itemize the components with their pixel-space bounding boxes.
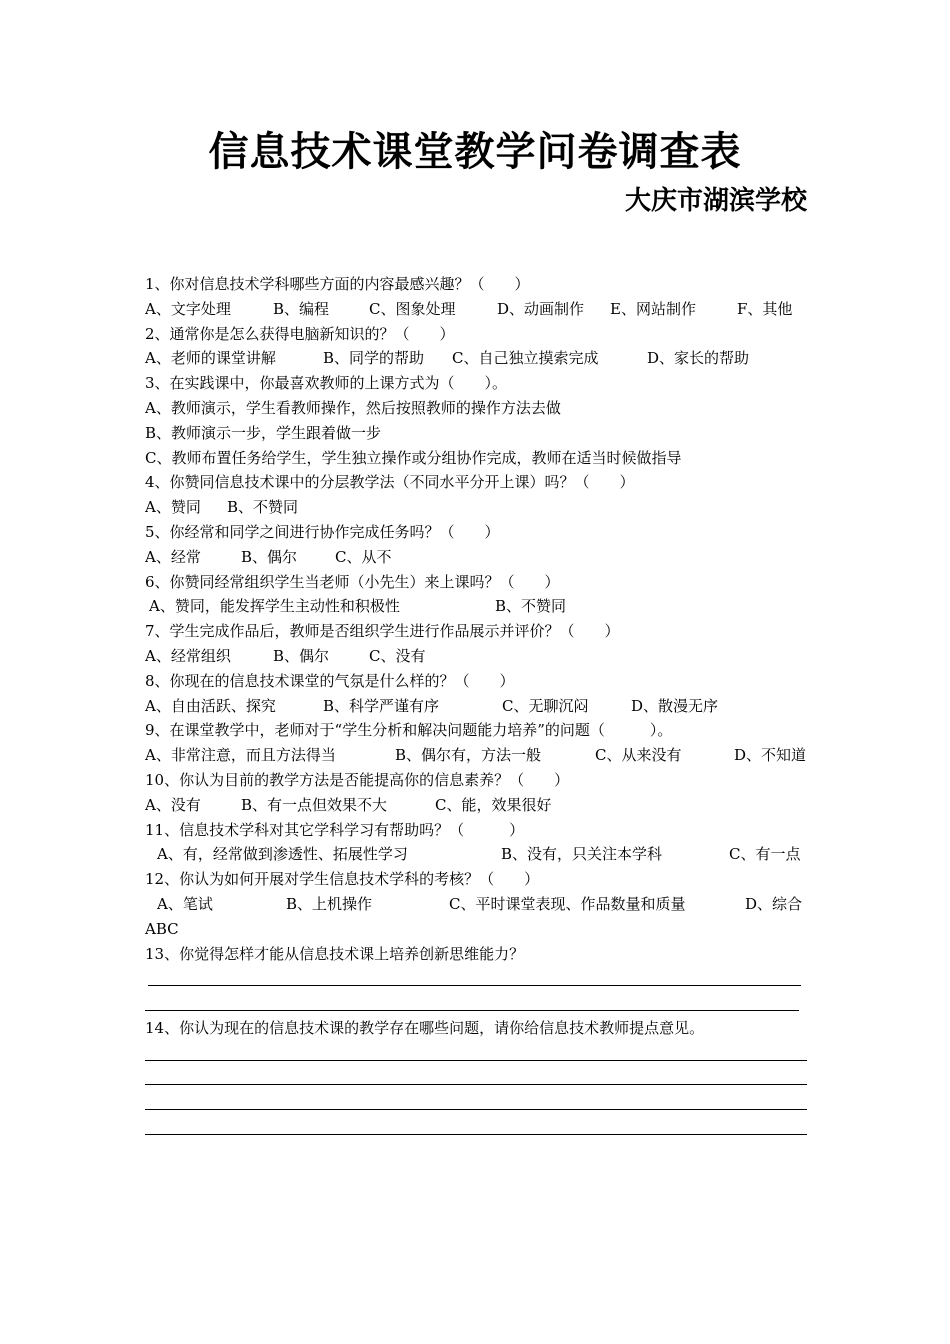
- q5-option-c[interactable]: C、从不: [335, 547, 392, 566]
- question-9-options: [145, 743, 807, 768]
- question-8-options: [145, 694, 807, 719]
- question-13: 13、你觉得怎样才能从信息技术课上培养创新思维能力？: [145, 944, 525, 963]
- q1-option-a[interactable]: A、文字处理: [145, 299, 231, 318]
- question-14: 14、你认为现在的信息技术课的教学存在哪些问题，请你给信息技术教师提点意见。: [145, 1018, 705, 1037]
- q10-option-c[interactable]: C、能，效果很好: [435, 795, 552, 814]
- question-11-options: [145, 842, 807, 867]
- q10-option-a[interactable]: A、没有: [145, 795, 201, 814]
- question-10: 10、你认为目前的教学方法是否能提高你的信息素养？（ ）: [145, 770, 570, 789]
- q10-option-b[interactable]: B、有一点但效果不大: [241, 795, 388, 814]
- answer-line-14-1[interactable]: [145, 1041, 807, 1066]
- q11-option-a[interactable]: A、有，经常做到渗透性、拓展性学习: [157, 845, 408, 864]
- question-2: 2、通常你是怎么获得电脑新知识的？（ ）: [145, 324, 455, 343]
- answer-line-14-2[interactable]: [145, 1066, 807, 1091]
- q12-option-b[interactable]: B、上机操作: [286, 894, 373, 913]
- q11-option-b[interactable]: B、没有，只关注本学科: [501, 845, 663, 864]
- q9-option-a[interactable]: A、非常注意，而且方法得当: [145, 746, 336, 765]
- question-5-options: [145, 545, 807, 570]
- q1-option-d[interactable]: D、动画制作: [497, 299, 585, 318]
- q4-option-a[interactable]: A、赞同: [145, 498, 201, 517]
- q8-option-c[interactable]: C、无聊沉闷: [502, 696, 589, 715]
- q7-option-c[interactable]: C、没有: [369, 646, 426, 665]
- question-10-options: [145, 793, 807, 818]
- q3-option-b[interactable]: B、教师演示一步，学生跟着做一步: [145, 423, 382, 442]
- question-12-options: [145, 892, 807, 917]
- question-1-options: [145, 297, 807, 322]
- q1-option-e[interactable]: E、网站制作: [610, 299, 696, 318]
- q5-option-a[interactable]: A、经常: [145, 547, 201, 566]
- school-name: 大庆市湖滨学校: [624, 186, 807, 216]
- question-6: 6、你赞同经常组织学生当老师（小先生）来上课吗？（ ）: [145, 572, 560, 591]
- q11-option-c[interactable]: C、有一点: [729, 845, 801, 864]
- q2-option-d[interactable]: D、家长的帮助: [647, 349, 750, 368]
- question-11: 11、信息技术学科对其它学科学习有帮助吗？（ ）: [145, 820, 525, 839]
- question-2-options: [145, 346, 807, 371]
- question-4-options: [145, 495, 807, 520]
- q2-option-a[interactable]: A、老师的课堂讲解: [145, 349, 276, 368]
- q8-option-d[interactable]: D、散漫无序: [631, 696, 719, 715]
- q12-option-c[interactable]: C、平时课堂表现、作品数量和质量: [449, 894, 686, 913]
- q2-option-b[interactable]: B、同学的帮助: [323, 349, 425, 368]
- questionnaire-body: [145, 272, 807, 1140]
- q8-option-b[interactable]: B、科学严谨有序: [323, 696, 440, 715]
- q12-option-d[interactable]: D、综合: [745, 894, 803, 913]
- question-8: 8、你现在的信息技术课堂的气氛是什么样的？（ ）: [145, 671, 515, 690]
- q1-option-b[interactable]: B、编程: [273, 299, 330, 318]
- q12-option-d-continuation: ABC: [145, 919, 179, 938]
- q9-option-c[interactable]: C、从来没有: [595, 746, 682, 765]
- answer-line-14-4[interactable]: [145, 1115, 807, 1140]
- q7-option-a[interactable]: A、经常组织: [145, 646, 231, 665]
- q4-option-b[interactable]: B、不赞同: [227, 498, 299, 517]
- question-7: 7、学生完成作品后，教师是否组织学生进行作品展示并评价？（ ）: [145, 622, 620, 641]
- question-7-options: [145, 644, 807, 669]
- answer-line-14-3[interactable]: [145, 1090, 807, 1115]
- q1-option-c[interactable]: C、图象处理: [369, 299, 456, 318]
- question-5: 5、你经常和同学之间进行协作完成任务吗？（ ）: [145, 522, 500, 541]
- q6-option-b[interactable]: B、不赞同: [495, 597, 567, 616]
- q9-option-d[interactable]: D、不知道: [734, 746, 807, 765]
- q2-option-c[interactable]: C、自己独立摸索完成: [452, 349, 599, 368]
- answer-line-13-1[interactable]: [148, 966, 801, 991]
- q1-option-f[interactable]: F、其他: [737, 299, 793, 318]
- question-9: 9、在课堂教学中，老师对于“学生分析和解决问题能力培养”的问题（ ）。: [145, 721, 673, 740]
- q3-option-c[interactable]: C、教师布置任务给学生，学生独立操作或分组协作完成，教师在适当时候做指导: [145, 448, 682, 467]
- q8-option-a[interactable]: A、自由活跃、探究: [145, 696, 276, 715]
- page-title: 信息技术课堂教学问卷调查表: [208, 129, 742, 175]
- q3-option-a[interactable]: A、教师演示，学生看教师操作，然后按照教师的操作方法去做: [145, 398, 561, 417]
- question-4: 4、你赞同信息技术课中的分层教学法（不同水平分开上课）吗？（ ）: [145, 473, 635, 492]
- question-3: 3、在实践课中，你最喜欢教师的上课方式为（ ）。: [145, 374, 508, 393]
- q7-option-b[interactable]: B、偶尔: [273, 646, 330, 665]
- q12-option-a[interactable]: A、笔试: [157, 894, 213, 913]
- q9-option-b[interactable]: B、偶尔有，方法一般: [395, 746, 542, 765]
- question-6-options: [145, 594, 807, 619]
- q5-option-b[interactable]: B、偶尔: [241, 547, 298, 566]
- question-12: 12、你认为如何开展对学生信息技术学科的考核？（ ）: [145, 870, 540, 889]
- answer-line-13-2[interactable]: [145, 991, 799, 1016]
- question-1: 1、你对信息技术学科哪些方面的内容最感兴趣？（ ）: [145, 275, 530, 293]
- q6-option-a[interactable]: A、赞同，能发挥学生主动性和积极性: [149, 597, 400, 616]
